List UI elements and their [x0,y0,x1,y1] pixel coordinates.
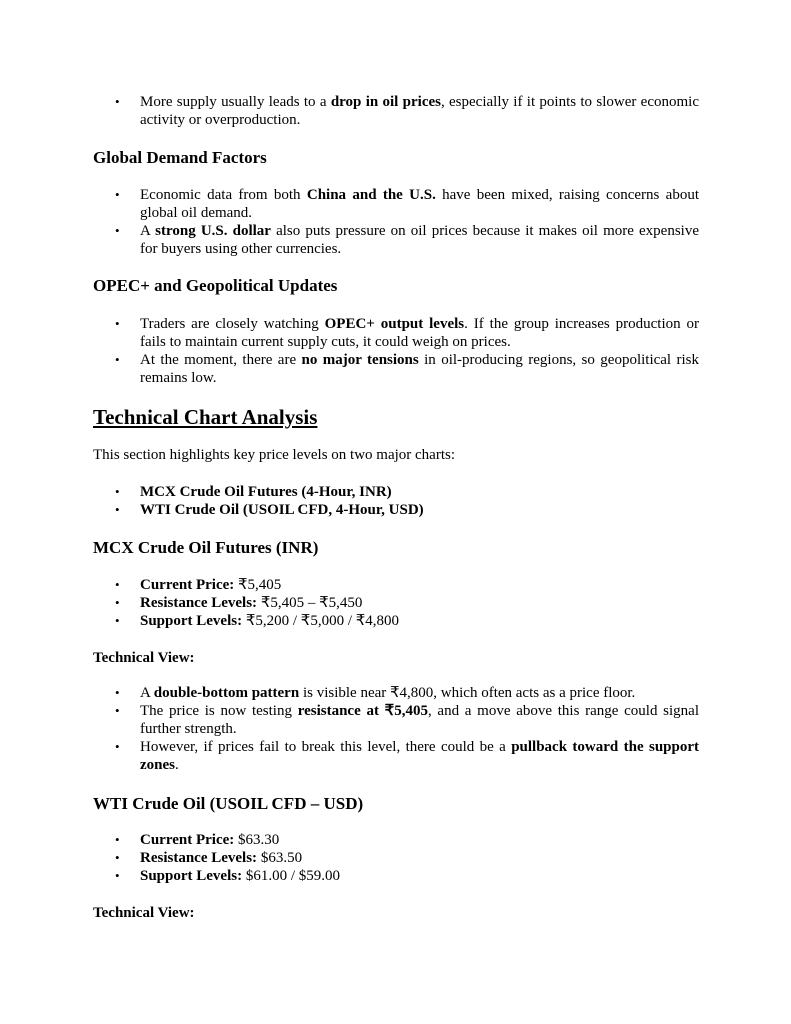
bullet-list [93,93,699,129]
mcx-view-bullets [93,684,699,774]
bold-run: Current Price: [140,832,235,848]
section-heading: WTI Crude Oil (USOIL CFD – USD) [93,794,364,813]
bold-run: double-bottom pattern [153,685,300,701]
list-item [93,849,699,867]
bullet-icon: • [115,703,120,718]
text-run: also puts pressure on oil prices because it makes oil more expensive for buyers using other currencies. [140,223,699,257]
text-run: , especially if it points to slower economic activity or overproduction. [140,94,699,128]
list-item [93,684,699,702]
text-run: Traders are closely watching [140,316,325,332]
opec-section [93,276,699,296]
bullet-icon: • [115,352,120,367]
bold-run: Support Levels: [140,613,243,629]
list-item [93,867,699,885]
bullet-icon: • [115,868,120,883]
subheading: Technical View: [93,905,195,921]
text-run: $61.00 / $59.00 [242,868,341,884]
text-run: . If the group increases production or fails to maintain current supply cuts, it could weigh on prices. [140,316,699,350]
bullet-icon: • [115,94,120,109]
bold-run: resistance at ₹5,405 [297,703,428,719]
bullet-icon: • [115,187,120,202]
text-run: , and a move above this range could signal further strength. [140,703,700,737]
wti-levels [93,831,699,885]
text-run: ₹5,200 / ₹5,000 / ₹4,800 [242,613,400,629]
bullet-icon: • [115,502,120,517]
list-item [93,831,699,849]
text-run: At the moment, there are [140,352,302,368]
bullet-list [93,186,699,258]
section-heading: OPEC+ and Geopolitical Updates [93,276,338,295]
bold-run: drop in oil prices [330,94,441,110]
bullet-icon: • [115,739,120,754]
bullet-list [93,315,699,387]
bullet-icon: • [115,595,120,610]
list-item [93,702,699,738]
text-run: However, if prices fail to break this level, there could be a [140,739,512,755]
bullet-icon: • [115,316,120,331]
bullet-icon: • [115,685,120,700]
bold-run: China and the U.S. [306,187,436,203]
text-run: ₹5,405 [234,577,282,593]
bold-run: no major tensions [301,352,419,368]
text-run: is visible near ₹4,800, which often acts as a price floor. [299,685,636,701]
subheading: Technical View: [93,650,195,666]
text-run: More supply usually leads to a [140,94,331,110]
list-item [93,738,699,774]
bullet-list [93,684,699,774]
text-run: . [175,757,179,773]
list-item [93,576,699,594]
bold-run: strong U.S. dollar [155,223,271,239]
bold-run: OPEC+ output levels [324,316,465,332]
text-run: The price is now testing [140,703,298,719]
text-run: have been mixed, raising concerns about global oil demand. [140,187,699,221]
bold-run: MCX Crude Oil Futures (4-Hour, INR) [140,484,392,500]
text-run: $63.30 [234,832,280,848]
technical-section [93,405,699,429]
bold-run: pullback toward the support zones [140,739,699,773]
section-title: Technical Chart Analysis [93,405,318,429]
text-run: in oil-producing regions, so geopolitical risk remains low. [140,352,700,386]
bullet-list [93,831,699,885]
global-demand-section [93,148,699,168]
bullet-icon: • [115,577,120,592]
text-run: Economic data from both [140,187,307,203]
bullet-icon: • [115,850,120,865]
technical-intro [93,446,699,464]
section-heading: Global Demand Factors [93,148,267,167]
chart-list [93,483,699,519]
wti-section [93,794,699,814]
bullet-icon: • [115,613,120,628]
text-run: A [140,223,156,239]
list-item [93,93,699,129]
bullet-icon: • [115,832,120,847]
bold-run: WTI Crude Oil (USOIL CFD, 4-Hour, USD) [140,502,424,518]
bold-run: Support Levels: [140,868,243,884]
list-item [93,483,699,501]
list-item [93,186,699,222]
mcx-levels [93,576,699,630]
bullet-icon: • [115,484,120,499]
mcx-section [93,538,699,558]
list-item [93,351,699,387]
bullet-list [93,576,699,630]
text-run: $63.50 [257,850,303,866]
global-demand-bullets [93,186,699,258]
list-item [93,222,699,258]
bold-run: Resistance Levels: [140,850,258,866]
bullet-list [93,483,699,519]
list-item [93,501,699,519]
list-item [93,612,699,630]
intro-paragraph: This section highlights key price levels on two major charts: [93,447,456,463]
list-item [93,315,699,351]
list-item [93,594,699,612]
wti-view [93,904,699,922]
text-run: A [140,685,154,701]
bullet-icon: • [115,223,120,238]
supply-bullets [93,93,699,129]
bold-run: Current Price: [140,577,235,593]
section-heading: MCX Crude Oil Futures (INR) [93,538,319,557]
opec-bullets [93,315,699,387]
bold-run: Resistance Levels: [140,595,258,611]
mcx-view [93,649,699,667]
text-run: ₹5,405 – ₹5,450 [257,595,363,611]
